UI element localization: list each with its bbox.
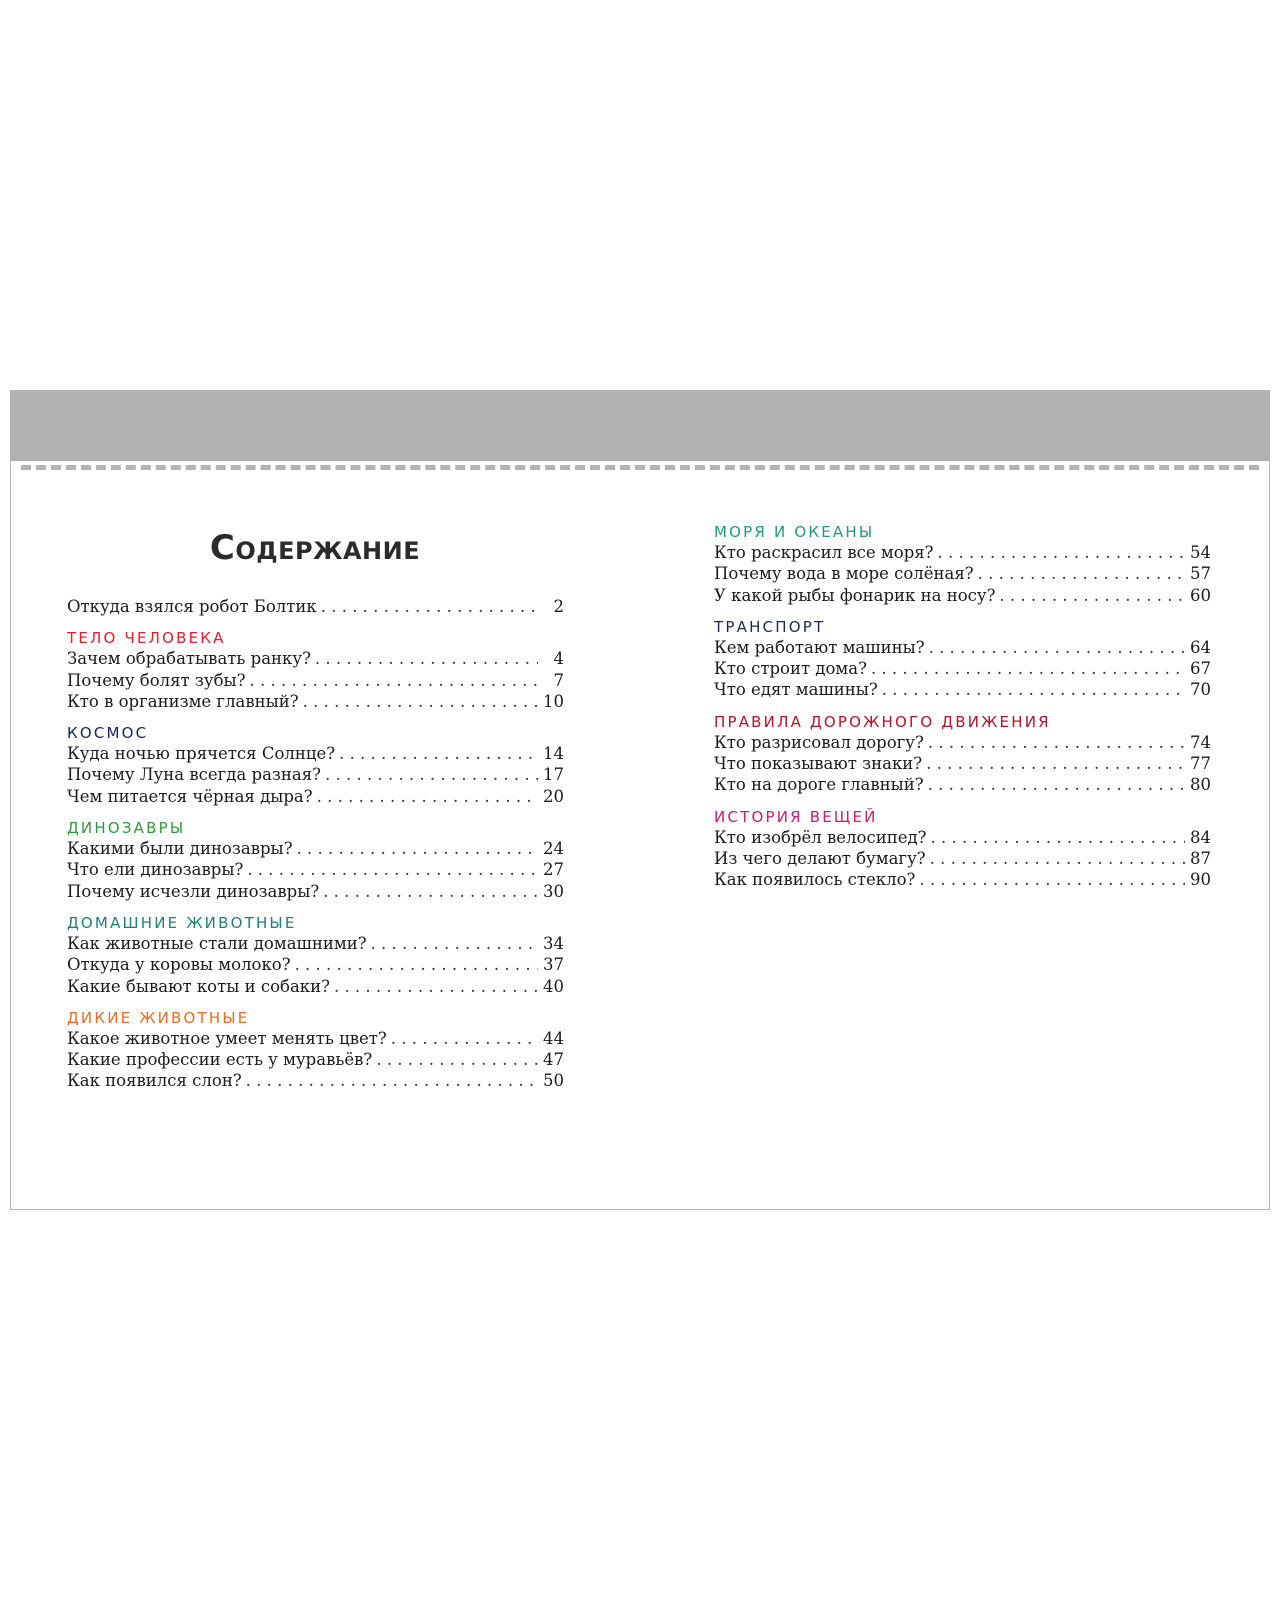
dot-leader	[928, 774, 1185, 795]
dot-leader	[246, 1070, 538, 1091]
section-title: ТЕЛО ЧЕЛОВЕКА	[67, 629, 226, 648]
section-title: ДИКИЕ ЖИВОТНЫЕ	[67, 1008, 250, 1027]
entry-page: 4	[553, 649, 564, 669]
entry-page: 14	[543, 744, 564, 764]
toc-entry[interactable]	[67, 764, 564, 785]
entry-page: 47	[543, 1050, 564, 1070]
entry-title: Кем работают машины?	[714, 637, 925, 657]
dot-leader	[930, 848, 1185, 869]
toc-entry[interactable]	[67, 976, 564, 997]
dot-leader	[295, 954, 538, 975]
entry-title: Что ели динозавры?	[67, 860, 244, 880]
toc-entry[interactable]	[714, 563, 1211, 584]
entry-page: 67	[1190, 659, 1211, 679]
toc-entry[interactable]	[714, 848, 1211, 869]
entry-page: 10	[543, 691, 564, 711]
dot-leader	[303, 691, 538, 712]
entry-title: Какие бывают коты и собаки?	[67, 976, 330, 996]
toc-entry[interactable]	[714, 585, 1211, 606]
toc-entry[interactable]	[67, 933, 564, 954]
entry-title: Кто строит дома?	[714, 659, 867, 679]
page-title: Содержание	[209, 528, 421, 568]
section-title: ДОМАШНИЕ ЖИВОТНЫЕ	[67, 913, 297, 932]
entry-title: Кто раскрасил все моря?	[714, 543, 934, 562]
entry-page: 7	[553, 670, 564, 690]
dot-leader	[371, 933, 538, 954]
entry-title: Почему болят зубы?	[67, 670, 246, 690]
entry-title: Откуда у коровы молоко?	[67, 955, 291, 975]
entry-page: 80	[1190, 775, 1211, 795]
top-gray-band	[11, 391, 1269, 461]
dot-leader	[999, 585, 1185, 606]
dot-leader	[928, 732, 1185, 753]
toc-section	[67, 723, 564, 807]
toc-entry[interactable]	[67, 786, 564, 807]
entry-page: 54	[1190, 543, 1211, 562]
dot-leader	[938, 542, 1185, 563]
dot-leader	[930, 827, 1185, 848]
toc-entry[interactable]	[714, 637, 1211, 658]
dot-leader	[339, 743, 538, 764]
toc-entry[interactable]	[714, 753, 1211, 774]
entry-title: Почему вода в море солёная?	[714, 564, 974, 584]
toc-entry[interactable]	[67, 691, 564, 712]
toc-entry[interactable]	[67, 670, 564, 691]
entry-page: 90	[1190, 870, 1211, 890]
dot-leader	[247, 859, 538, 880]
entry-title: Какими были динозавры?	[67, 839, 293, 859]
entry-page: 77	[1190, 754, 1211, 774]
dot-leader	[321, 596, 538, 617]
entry-title: Зачем обрабатывать ранку?	[67, 649, 311, 669]
toc-entry[interactable]	[67, 648, 564, 669]
section-title: КОСМОС	[67, 724, 149, 743]
dot-leader	[323, 881, 538, 902]
toc-entry[interactable]	[67, 859, 564, 880]
entry-page: 34	[543, 933, 564, 953]
toc-section	[67, 628, 564, 712]
perforation-line	[21, 465, 1259, 470]
entry-title: Откуда взялся робот Болтик	[67, 597, 317, 616]
toc-entry[interactable]	[67, 838, 564, 859]
toc-entry[interactable]	[714, 658, 1211, 679]
toc-entry[interactable]	[714, 774, 1211, 795]
entry-page: 17	[543, 765, 564, 785]
toc-entry[interactable]	[67, 881, 564, 902]
entry-title: Что едят машины?	[714, 680, 878, 700]
dot-leader	[250, 670, 538, 691]
entry-page: 57	[1190, 564, 1211, 584]
entry-title: Как появился слон?	[67, 1071, 242, 1091]
entry-page: 20	[543, 786, 564, 806]
dot-leader	[926, 753, 1185, 774]
toc-entry[interactable]	[67, 1049, 564, 1070]
entry-title: Из чего делают бумагу?	[714, 848, 926, 868]
section-title: МОРЯ И ОКЕАНЫ	[714, 523, 875, 541]
entry-title: Что показывают знаки?	[714, 754, 923, 774]
dot-leader	[391, 1028, 538, 1049]
entry-title: У какой рыбы фонарик на носу?	[714, 585, 996, 605]
entry-page: 84	[1190, 827, 1211, 847]
dot-leader	[919, 869, 1185, 890]
dot-leader	[317, 786, 538, 807]
entry-title: Кто изобрёл велосипед?	[714, 827, 927, 847]
dot-leader	[978, 563, 1185, 584]
dot-leader	[882, 679, 1185, 700]
entry-title: Какое животное умеет менять цвет?	[67, 1028, 387, 1048]
dot-leader	[929, 637, 1185, 658]
right-sections	[714, 522, 1211, 891]
entry-page: 87	[1190, 848, 1211, 868]
section-title: ИСТОРИЯ ВЕЩЕЙ	[714, 807, 878, 826]
entry-page: 44	[543, 1028, 564, 1048]
toc-section	[714, 617, 1211, 701]
toc-entry[interactable]	[67, 1070, 564, 1091]
dot-leader	[325, 764, 538, 785]
toc-section	[714, 807, 1211, 891]
entry-title: Куда ночью прячется Солнце?	[67, 744, 336, 764]
entry-page: 27	[543, 860, 564, 880]
entry-title: Как появилось стекло?	[714, 870, 916, 890]
entry-title: Какие профессии есть у муравьёв?	[67, 1050, 373, 1070]
toc-section	[67, 913, 564, 997]
toc-entry[interactable]	[67, 954, 564, 975]
dot-leader	[376, 1049, 538, 1070]
entry-title: Почему Луна всегда разная?	[67, 765, 322, 785]
toc-entry[interactable]	[714, 732, 1211, 753]
entry-title: Кто в организме главный?	[67, 691, 299, 711]
left-sections	[67, 628, 564, 1091]
toc-section	[714, 522, 1211, 606]
toc-entry[interactable]	[67, 1028, 564, 1049]
entry-page: 2	[553, 597, 564, 616]
entry-page: 30	[543, 881, 564, 901]
dot-leader	[871, 658, 1185, 679]
toc-entry[interactable]	[714, 542, 1211, 563]
section-title: ДИНОЗАВРЫ	[67, 819, 186, 838]
entry-page: 74	[1190, 732, 1211, 752]
toc-entry[interactable]	[714, 869, 1211, 890]
entry-page: 64	[1190, 637, 1211, 657]
entry-page: 40	[543, 976, 564, 996]
entry-title: Кто разрисовал дорогу?	[714, 732, 924, 752]
toc-column-right	[714, 522, 1211, 891]
toc-intro-entry[interactable]	[67, 596, 564, 617]
section-title: ТРАНСПОРТ	[714, 617, 826, 636]
toc-entry[interactable]	[67, 743, 564, 764]
entry-page: 60	[1190, 585, 1211, 605]
dot-leader	[315, 648, 538, 669]
entry-title: Кто на дороге главный?	[714, 775, 924, 795]
toc-section	[67, 818, 564, 902]
toc-section	[714, 712, 1211, 796]
entry-page: 37	[543, 955, 564, 975]
section-title: ПРАВИЛА ДОРОЖНОГО ДВИЖЕНИЯ	[714, 712, 1051, 731]
entry-title: Как животные стали домашними?	[67, 933, 367, 953]
entry-title: Почему исчезли динозавры?	[67, 881, 320, 901]
entry-page: 24	[543, 839, 564, 859]
toc-entry[interactable]	[714, 827, 1211, 848]
entry-page: 70	[1190, 680, 1211, 700]
entry-page: 50	[543, 1071, 564, 1091]
toc-entry[interactable]	[714, 679, 1211, 700]
toc-column-left	[67, 596, 564, 1092]
toc-section	[67, 1008, 564, 1092]
dot-leader	[297, 838, 538, 859]
dot-leader	[334, 976, 538, 997]
entry-title: Чем питается чёрная дыра?	[67, 786, 313, 806]
